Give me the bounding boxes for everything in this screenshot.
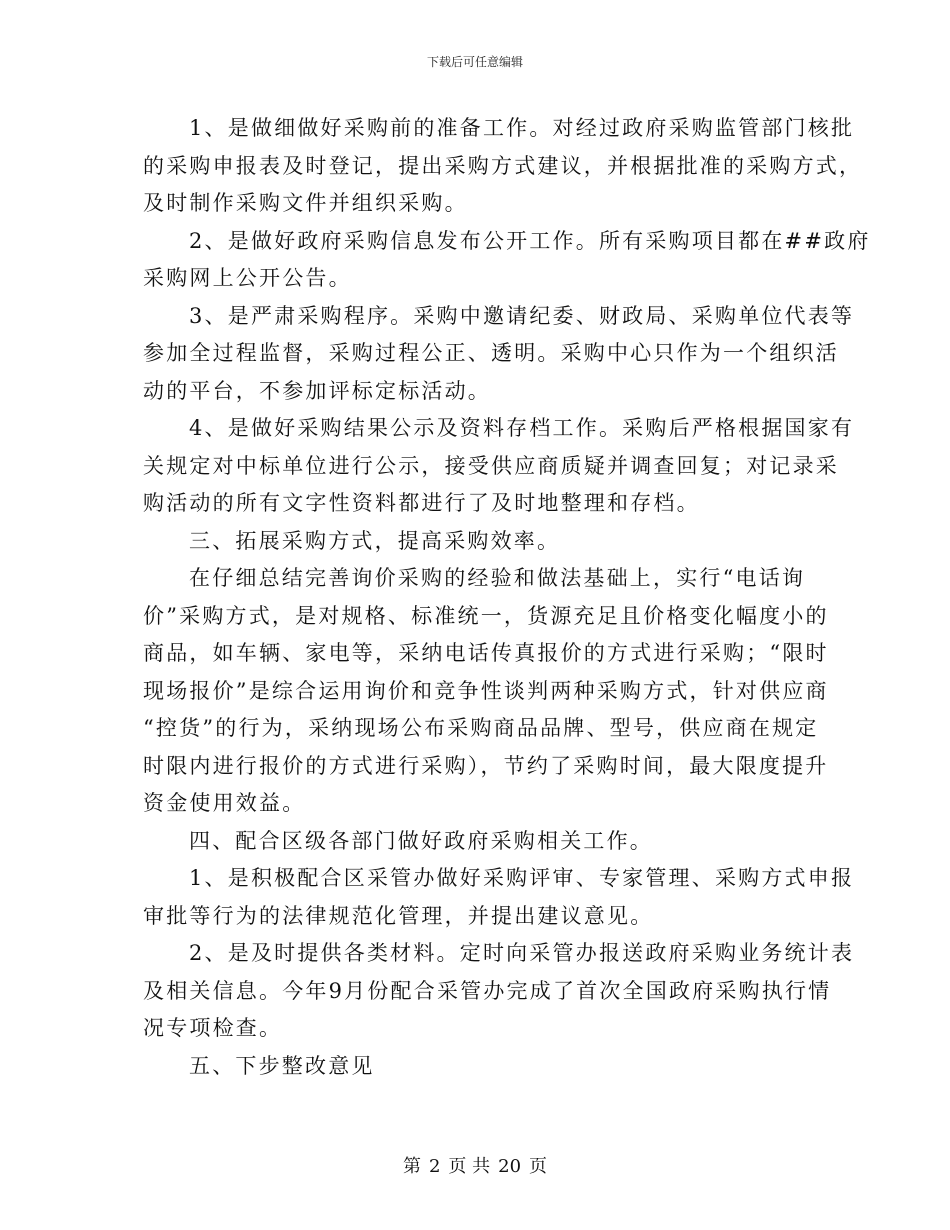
text-line: 商品，如车辆、家电等，采纳电话传真报价的方式进行采购；“限时: [143, 641, 829, 665]
text-line: 及时制作采购文件并组织采购。: [143, 191, 468, 215]
page-footer: [0, 1152, 950, 1178]
footer-middle: 页 共: [448, 1156, 491, 1177]
page-header: [0, 53, 950, 70]
text-line: 4、是做好采购结果公示及资料存档工作。采购后严格根据国家有: [189, 416, 855, 440]
text-line: 五、下步整改意见: [189, 1053, 375, 1078]
footer-page-number: 2: [428, 1156, 441, 1177]
text-line: 在仔细总结完善询价采购的经验和做法基础上，实行“电话询: [189, 566, 806, 590]
text-line: 价”采购方式，是对规格、标准统一，货源充足且价格变化幅度小的: [143, 603, 829, 628]
footer-total-pages: 20: [498, 1156, 522, 1177]
text-line: 况专项检查。: [143, 1016, 283, 1040]
text-line: 购活动的所有文字性资料都进行了及时地整理和存档。: [143, 491, 700, 515]
text-line: 1、是积极配合区采管办做好采购评审、专家管理、采购方式申报: [189, 866, 855, 890]
footer-prefix: 第: [402, 1156, 421, 1177]
text-line: 2、是及时提供各类材料。定时向采管办报送政府采购业务统计表: [189, 941, 855, 965]
text-line: 动的平台，不参加评标定标活动。: [143, 378, 491, 403]
text-line: 采购网上公开公告。: [143, 266, 352, 290]
header-text: 下载后可任意编辑: [426, 55, 523, 69]
text-line: 3、是严肃采购程序。采购中邀请纪委、财政局、采购单位代表等: [189, 303, 855, 328]
document-body: [143, 110, 871, 1085]
text-line: 1、是做细做好采购前的准备工作。对经过政府采购监管部门核批: [189, 116, 855, 140]
footer-suffix: 页: [529, 1156, 548, 1177]
text-line: 2、是做好政府采购信息发布公开工作。所有采购项目都在##政府: [189, 228, 871, 253]
text-line: 三、拓展采购方式，提高采购效率。: [189, 528, 561, 553]
text-line: 时限内进行报价的方式进行采购），节约了采购时间，最大限度提升: [143, 753, 829, 778]
text-line: 的采购申报表及时登记，提出采购方式建议，并根据批准的采购方式，: [143, 153, 863, 178]
text-line: 四、配合区级各部门做好政府采购相关工作。: [189, 828, 653, 853]
text-line: 关规定对中标单位进行公示，接受供应商质疑并调查回复；对记录采: [143, 453, 839, 478]
text-line: 及相关信息。今年9月份配合采管办完成了首次全国政府采购执行情: [143, 978, 832, 1003]
text-line: 审批等行为的法律规范化管理，并提出建议意见。: [143, 903, 654, 928]
text-line: 现场报价”是综合运用询价和竞争性谈判两种采购方式，针对供应商: [143, 678, 829, 703]
text-line: 参加全过程监督，采购过程公正、透明。采购中心只作为一个组织活: [143, 341, 839, 365]
text-line: 资金使用效益。: [143, 791, 306, 815]
text-line: “控货”的行为，采纳现场公布采购商品品牌、型号，供应商在规定: [143, 716, 819, 740]
